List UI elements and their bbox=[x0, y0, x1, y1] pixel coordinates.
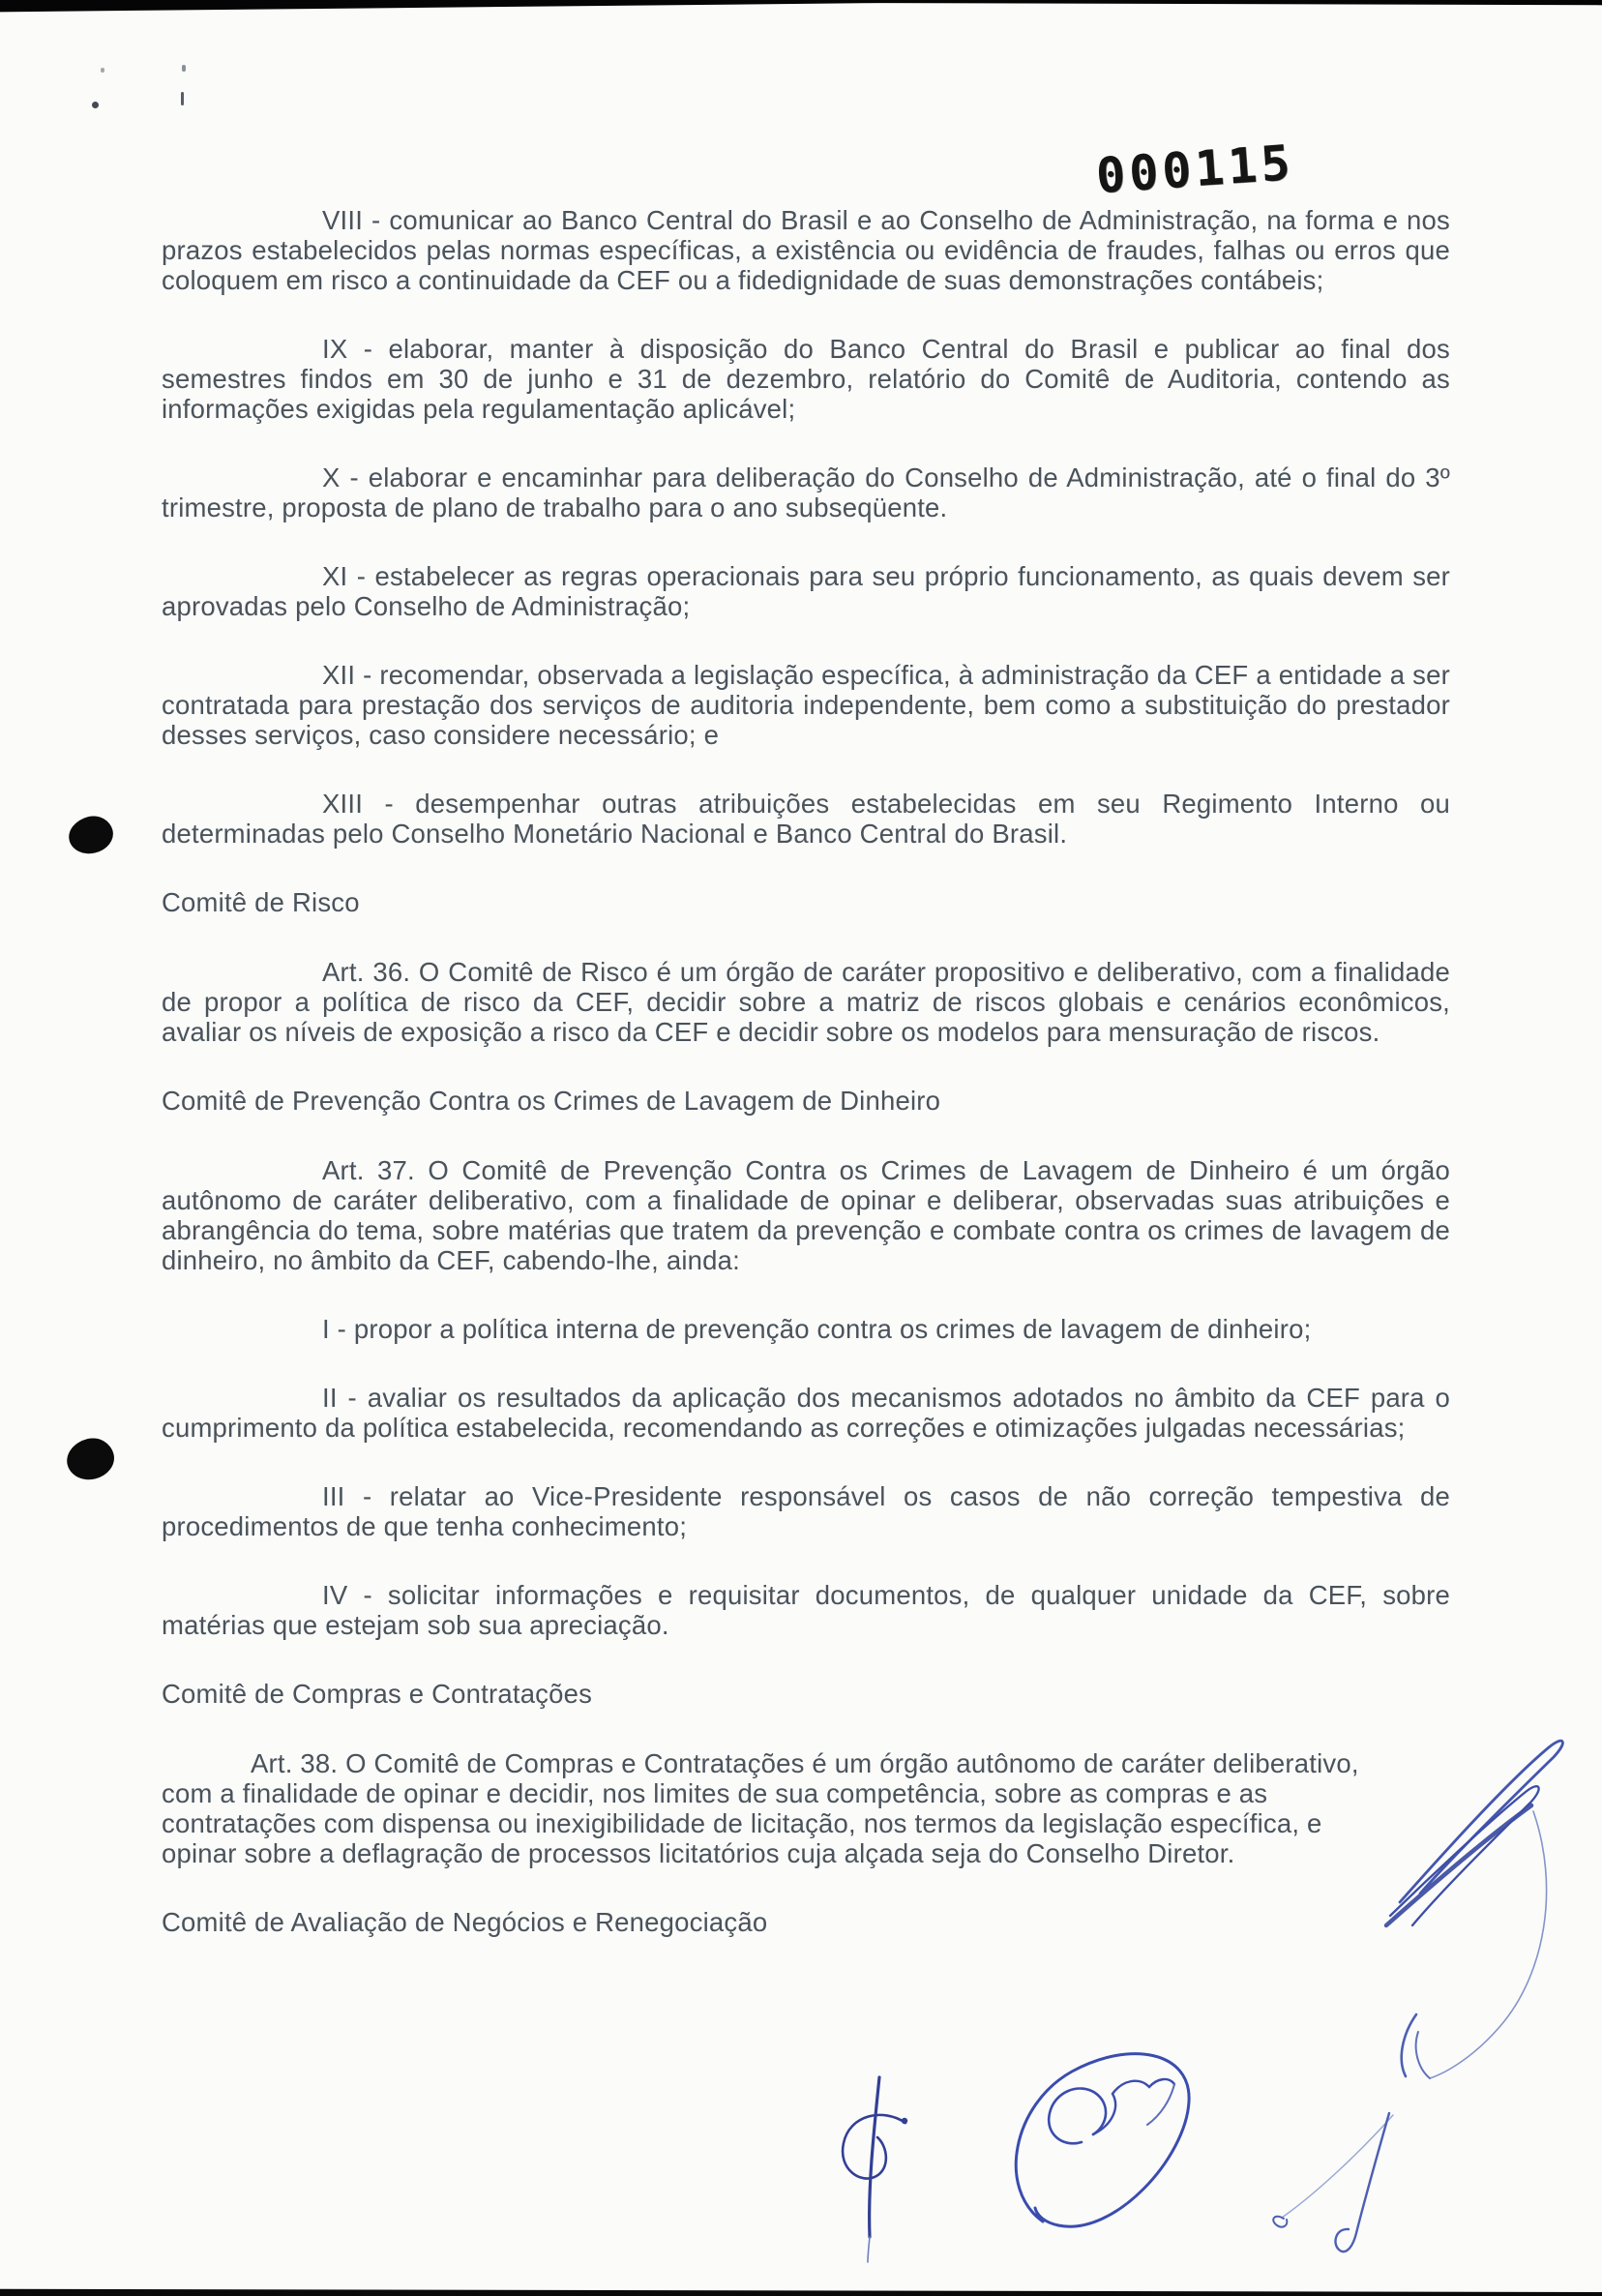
paragraph-art-38: Art. 38. O Comitê de Compras e Contratações é um órgão autônomo de caráter deliberativo, com a finalidade de opinar e decidir, nos limites de sua competência, sobre as compras e as contratações com dispensa ou inexigibilidade de licitação, nos termos da legislação específica, e opinar sobre a deflagração de processos licitatórios cuja alçada seja do Conselho Diretor. bbox=[162, 1748, 1359, 1868]
heading-comite-de-risco: Comitê de Risco bbox=[162, 887, 360, 917]
paragraph-art-36: Art. 36. O Comitê de Risco é um órgão de caráter propositivo e deliberativo, com a finalidade de propor a política de risco da CEF, decidir sobre a matriz de riscos globais e cenários econômicos, avaliar os níveis de exposição a risco da CEF e decidir sobre os modelos para mensuração de riscos. bbox=[162, 957, 1450, 1047]
heading-comite-compras-contratacoes: Comitê de Compras e Contratações bbox=[162, 1679, 593, 1709]
scan-speck bbox=[182, 65, 186, 72]
ink-blot-mark bbox=[65, 812, 117, 858]
heading-comite-avaliacao-negocios-renegociacao: Comitê de Avaliação de Negócios e Renegociação bbox=[162, 1907, 768, 1937]
paragraph-art-37: Art. 37. O Comitê de Prevenção Contra os Crimes de Lavagem de Dinheiro é um órgão autônomo de caráter deliberativo, com a finalidade de opinar e deliberar, observadas suas atribuições e abrangência do tema, sobre matérias que tratem da prevenção e combate contra os crimes de lavagem de dinheiro, no âmbito da CEF, cabendo-lhe, ainda: bbox=[162, 1155, 1450, 1275]
paragraph-ix: IX - elaborar, manter à disposição do Banco Central do Brasil e publicar ao final dos semestres findos em 30 de junho e 31 de dezembro, relatório do Comitê de Auditoria, contendo as informações exigidas pela regulamentação aplicável; bbox=[162, 334, 1450, 424]
heading-comite-prevencao-lavagem-dinheiro: Comitê de Prevenção Contra os Crimes de Lavagem de Dinheiro bbox=[162, 1086, 941, 1116]
page-number-stamp: 000115 bbox=[1094, 134, 1296, 205]
paragraph-xi: XI - estabelecer as regras operacionais para seu próprio funcionamento, as quais devem ser aprovadas pelo Conselho de Administração; bbox=[162, 561, 1450, 621]
scan-speck bbox=[181, 92, 184, 105]
signature-initials-3 bbox=[1273, 2014, 1416, 2251]
paragraph-ii: II - avaliar os resultados da aplicação dos mecanismos adotados no âmbito da CEF para o cumprimento da política estabelecida, recomendando as correções e otimizações julgadas necessárias; bbox=[162, 1383, 1450, 1443]
paragraph-xiii: XIII - desempenhar outras atribuições estabelecidas em seu Regimento Interno ou determinadas pelo Conselho Monetário Nacional e Banco Central do Brasil. bbox=[162, 789, 1450, 849]
ink-blot-mark bbox=[63, 1434, 119, 1485]
paragraph-iii: III - relatar ao Vice-Presidente responsável os casos de não correção tempestiva de procedimentos de que tenha conhecimento; bbox=[162, 1481, 1450, 1541]
document-body bbox=[162, 205, 1450, 1977]
paragraph-xii: XII - recomendar, observada a legislação específica, à administração da CEF a entidade a ser contratada para prestação dos serviços de auditoria independente, bem como a substituição do prestador desses serviços, caso considere necessário; e bbox=[162, 660, 1450, 750]
paragraph-viii: VIII - comunicar ao Banco Central do Brasil e ao Conselho de Administração, na forma e nos prazos estabelecidos pelas normas específicas, a existência ou evidência de fraudes, falhas ou erros que coloquem em risco a continuidade da CEF ou a fidedignidade de suas demonstrações contábeis; bbox=[162, 205, 1450, 295]
scan-speck bbox=[92, 102, 99, 108]
paragraph-iv: IV - solicitar informações e requisitar documentos, de qualquer unidade da CEF, sobre matérias que estejam sob sua apreciação. bbox=[162, 1580, 1450, 1640]
scan-speck bbox=[101, 68, 104, 73]
scan-edge-bottom bbox=[0, 2287, 1602, 2296]
paragraph-x: X - elaborar e encaminhar para deliberação do Conselho de Administração, até o final do 3º trimestre, proposta de plano de trabalho para o ano subseqüente. bbox=[162, 462, 1450, 522]
signature-initials-2 bbox=[1016, 2054, 1189, 2227]
scan-edge-top bbox=[0, 0, 1602, 14]
signature-initials-1 bbox=[843, 2077, 907, 2262]
paragraph-i: I - propor a política interna de prevenção contra os crimes de lavagem de dinheiro; bbox=[322, 1314, 1312, 1344]
